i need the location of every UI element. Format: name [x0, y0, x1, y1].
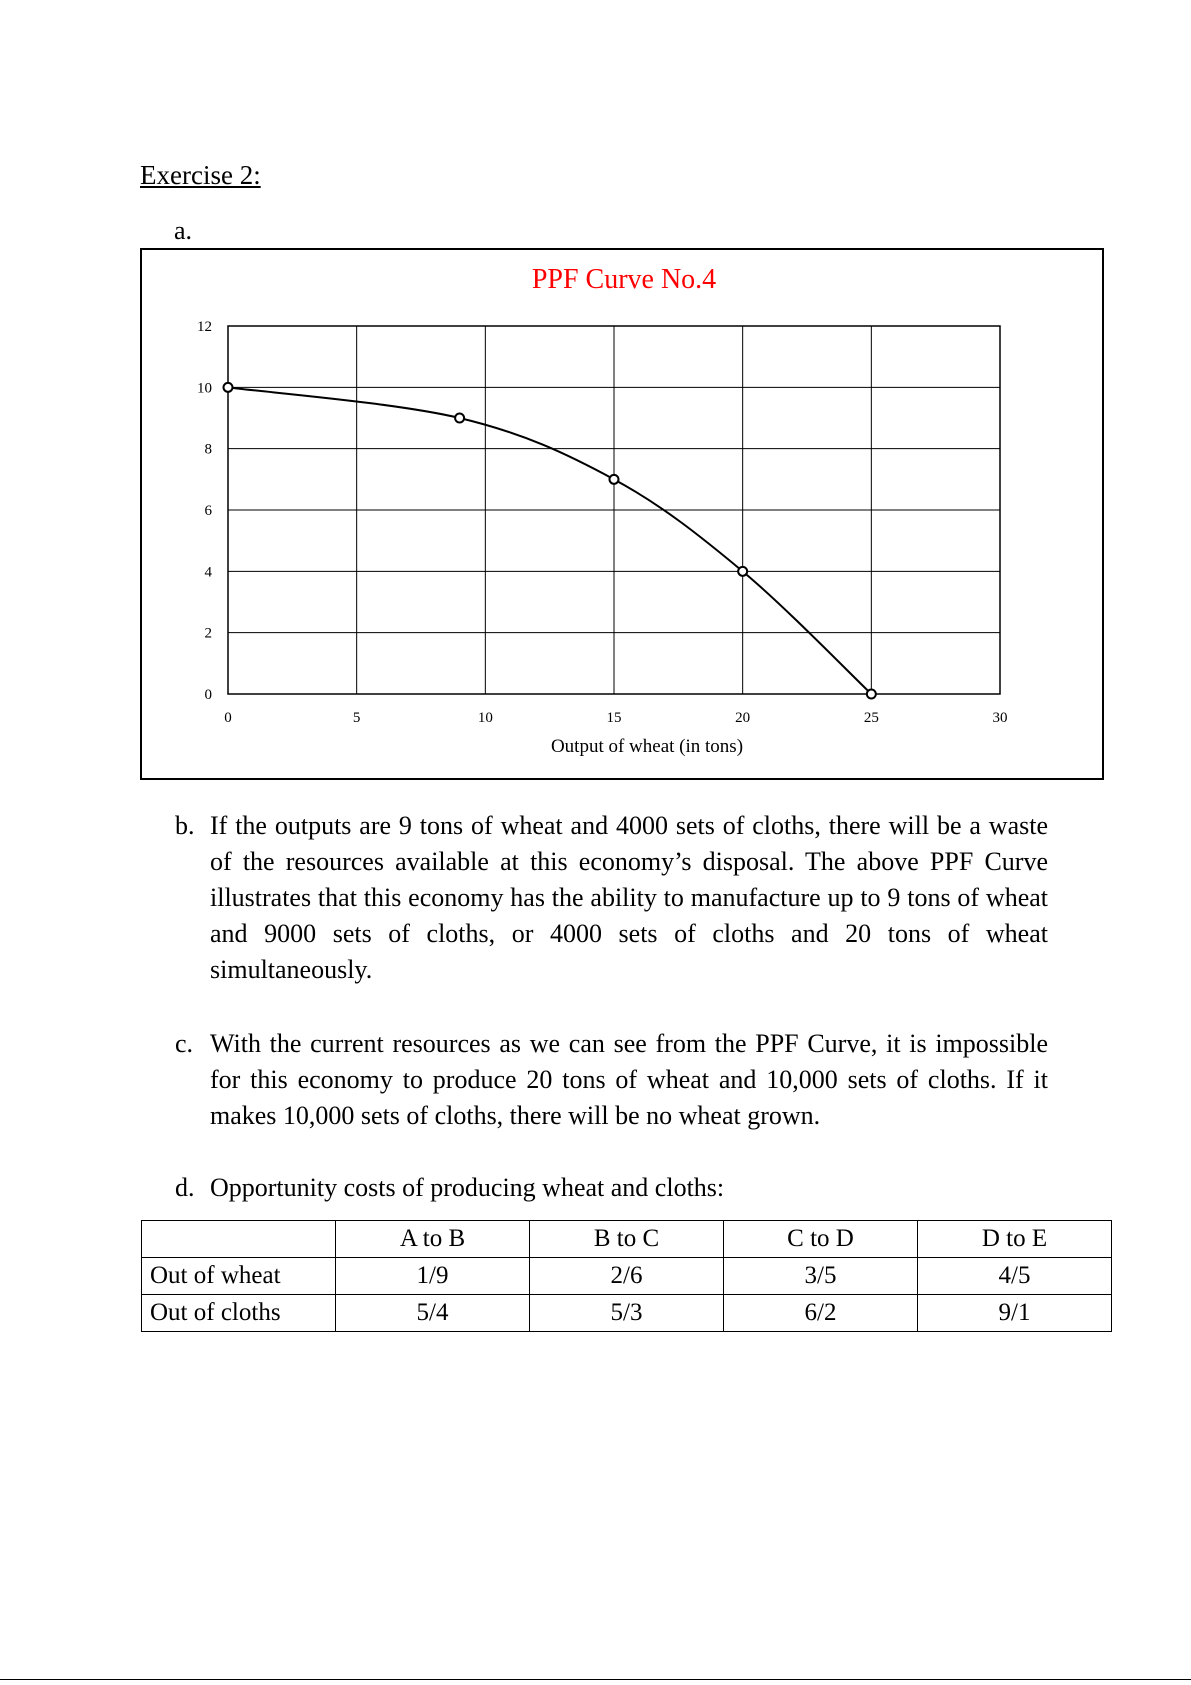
table-cell: 9/1: [918, 1295, 1112, 1332]
ppf-chart: [142, 250, 1102, 778]
page-heading: Exercise 2:: [140, 160, 261, 190]
table-cell: 4/5: [918, 1258, 1112, 1295]
chart-ticks: [197, 319, 1008, 726]
chart-title: PPF Curve No.4: [531, 264, 717, 295]
x-tick-label: 0: [224, 710, 232, 726]
x-tick-label: 15: [606, 710, 622, 726]
part-c-text: With the current resources as we can see from the PPF Curve, it is impossible for this economy to produce 20 tons of wheat and 10,000 sets of cloths. If it makes 10,000 sets of cloths, there will be no wheat grown.: [210, 1029, 1048, 1130]
part-c-marker: c.: [175, 1029, 194, 1058]
table-header-row: [142, 1221, 1112, 1258]
page-bottom-rule: [0, 1679, 1191, 1680]
y-tick-label: 12: [197, 319, 212, 335]
part-a-label: a.: [174, 216, 193, 245]
x-tick-label: 30: [992, 710, 1008, 726]
table-cell: 2/6: [530, 1258, 724, 1295]
table-header-cell: C to D: [724, 1221, 918, 1258]
table-cell: 6/2: [724, 1295, 918, 1332]
part-c-paragraph: [175, 1026, 1055, 1136]
x-axis-label: Output of wheat (in tons): [550, 736, 744, 757]
x-tick-label: 10: [477, 710, 493, 726]
part-d-paragraph: [175, 1170, 1055, 1210]
part-b-marker: b.: [175, 811, 195, 840]
table-header-cell: D to E: [918, 1221, 1112, 1258]
ppf-curve-line: [228, 387, 871, 694]
table-cell: 3/5: [724, 1258, 918, 1295]
chart-markers: [224, 383, 876, 699]
part-b-paragraph: [175, 808, 1055, 988]
x-tick-label: 20: [735, 710, 751, 726]
y-tick-label: 0: [204, 687, 212, 703]
y-tick-label: 10: [197, 380, 212, 397]
table-cell: 5/4: [336, 1295, 530, 1332]
part-d-marker: d.: [175, 1173, 195, 1202]
data-point: [738, 567, 747, 576]
x-tick-label: 25: [863, 710, 879, 726]
part-d-text: Opportunity costs of producing wheat and cloths:: [210, 1173, 725, 1202]
opportunity-cost-table: [141, 1220, 1112, 1332]
data-point: [455, 414, 464, 423]
table-header-cell: [142, 1221, 336, 1258]
table-cell: 5/3: [530, 1295, 724, 1332]
y-tick-label: 4: [204, 564, 212, 581]
y-tick-label: 8: [204, 441, 212, 458]
data-point: [610, 475, 619, 484]
table-row: [142, 1295, 1112, 1332]
y-tick-label: 6: [204, 503, 212, 519]
data-point: [867, 690, 876, 699]
chart-frame: [140, 248, 1104, 780]
table-row-label: Out of cloths: [142, 1295, 336, 1332]
table-header-cell: B to C: [530, 1221, 724, 1258]
data-point: [224, 383, 233, 392]
table-row: [142, 1258, 1112, 1295]
x-tick-label: 5: [352, 710, 361, 726]
table-cell: 1/9: [336, 1258, 530, 1295]
y-tick-label: 2: [204, 625, 212, 642]
chart-grid: [228, 326, 1000, 694]
table-header-cell: A to B: [336, 1221, 530, 1258]
part-b-text: If the outputs are 9 tons of wheat and 4000 sets of cloths, there will be a waste of the resources available at this economy’s disposal. The above PPF Curve illustrates that this economy has the ability to manufacture up to 9 tons of wheat and 9000 sets of cloths, or 4000 sets of cloths and 20 tons of wheat simultaneously.: [210, 811, 1048, 984]
table-row-label: Out of wheat: [142, 1258, 336, 1295]
